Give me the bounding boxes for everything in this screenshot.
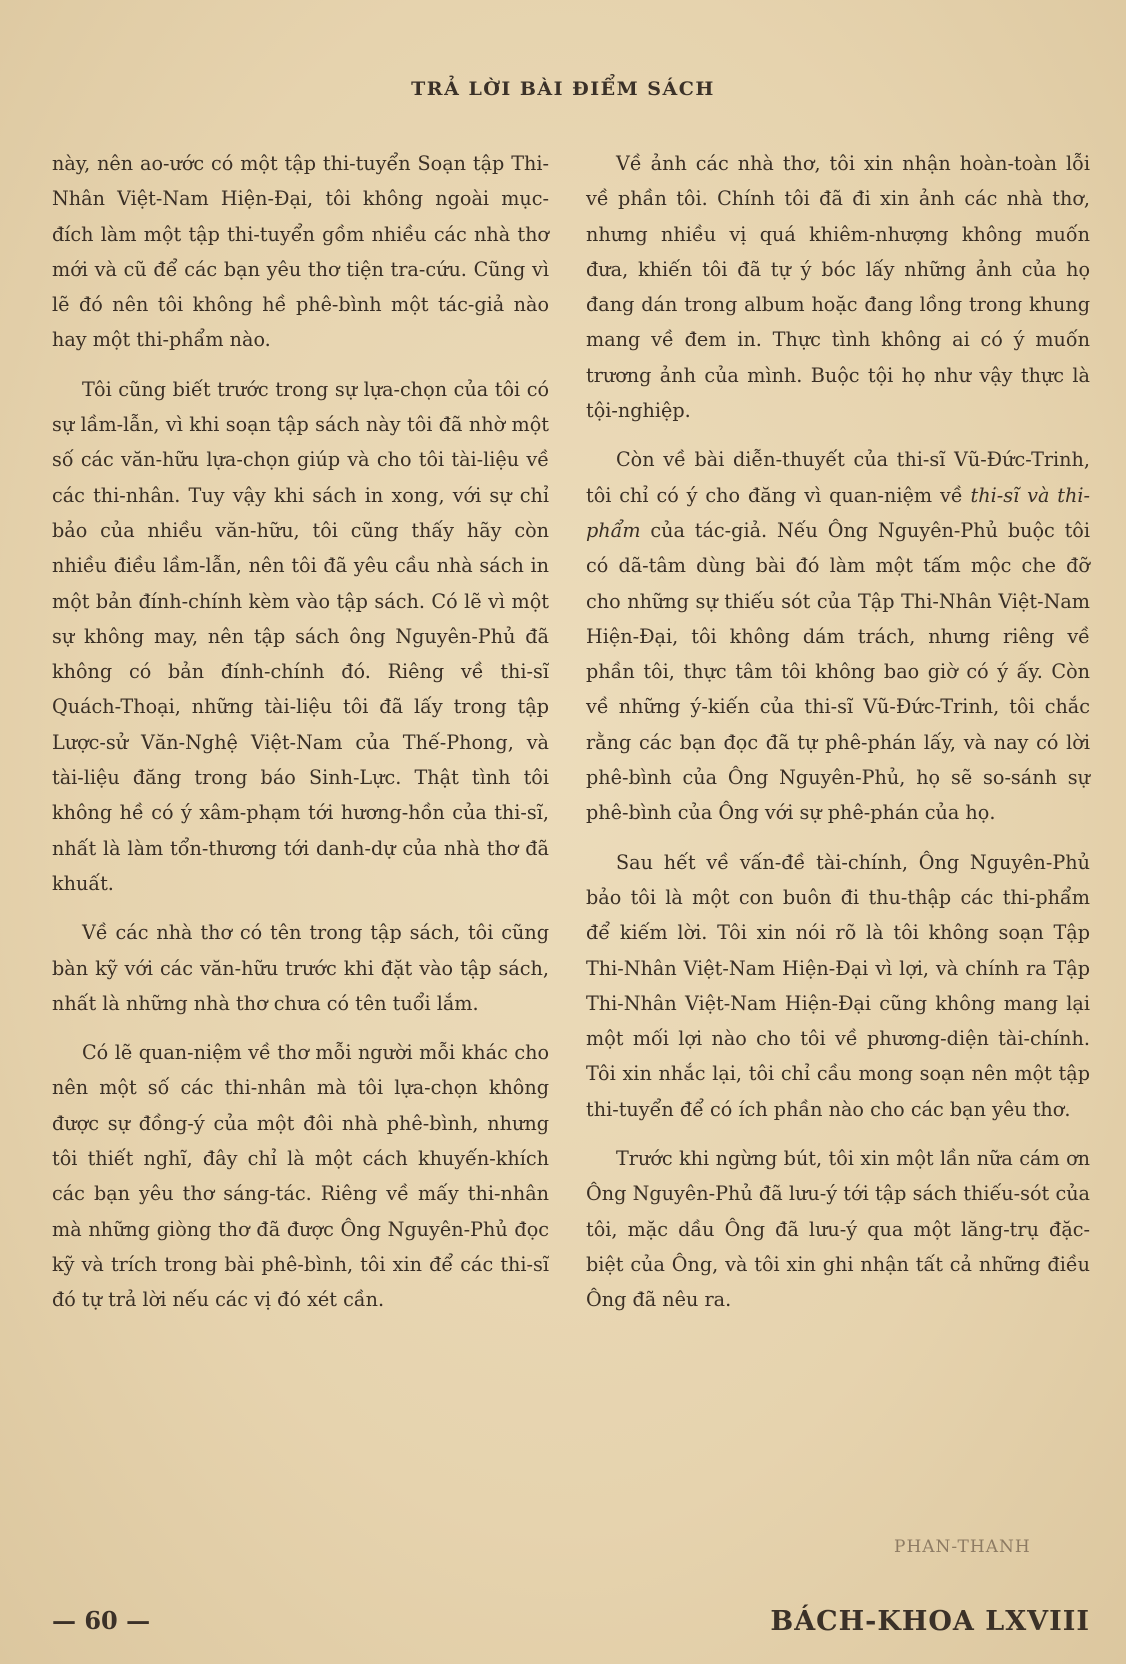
left-column bbox=[52, 146, 549, 1332]
paragraph: Sau hết về vấn-đề tài-chính, Ông Nguyên-Phủ bảo tôi là một con buôn đi thu-thập các thi-phẩm để kiếm lời. Tôi xin nói rõ là tôi không soạn Tập Thi-Nhân Việt-Nam Hiện-Đại vì lợi, và chính ra Tập Thi-Nhân Việt-Nam Hiện-Đại cũng không mang lại một mối lợi nào cho tôi về phương-diện tài-chính. Tôi xin nhắc lại, tôi chỉ cầu mong soạn nên một tập thi-tuyển để có ích phần nào cho các bạn yêu thơ. bbox=[586, 850, 1090, 1121]
running-title: TRẢ LỜI BÀI ĐIỂM SÁCH bbox=[411, 78, 715, 100]
paragraph: Có lẽ quan-niệm về thơ mỗi người mỗi khác cho nên một số các thi-nhân mà tôi lựa-chọn không được sự đồng-ý của một đôi nhà phê-bình, nhưng tôi thiết nghĩ, đây chỉ là một cách khuyến-khích các bạn yêu thơ sáng-tác. Riêng về mấy thi-nhân mà những giòng thơ đã được Ông Nguyên-Phủ đọc kỹ và trích trong bài phê-bình, tôi xin để các thi-sĩ đó tự trả lời nếu các vị đó xét cần. bbox=[52, 1041, 549, 1312]
text-run: Còn về bài diễn-thuyết của thi-sĩ Vũ-Đức-Trinh, tôi chỉ có ý cho đăng vì quan-niệm về bbox=[586, 448, 1090, 507]
page-number: — 60 — bbox=[52, 1606, 151, 1635]
paragraph: này, nên ao-ước có một tập thi-tuyển Soạn tập Thi-Nhân Việt-Nam Hiện-Đại, tôi không ngoài mục-đích làm một tập thi-tuyển gồm nhiều các nhà thơ mới và cũ để các bạn yêu thơ tiện tra-cứu. Cũng vì lẽ đó nên tôi không hề phê-bình một tác-giả nào hay một thi-phẩm nào. bbox=[52, 152, 549, 352]
right-column bbox=[586, 146, 1090, 1332]
paragraph: Tôi cũng biết trước trong sự lựa-chọn của tôi có sự lầm-lẫn, vì khi soạn tập sách này tôi đã nhờ một số các văn-hữu lựa-chọn giúp và cho tôi tài-liệu về các thi-nhân. Tuy vậy khi sách in xong, với sự chỉ bảo của nhiều văn-hữu, tôi cũng thấy hãy còn nhiều điều lầm-lẫn, nên tôi đã yêu cầu nhà sách in một bản đính-chính kèm vào tập sách. Có lẽ vì một sự không may, nên tập sách ông Nguyên-Phủ đã không có bản đính-chính đó. Riêng về thi-sĩ Quách-Thoại, những tài-liệu tôi đã lấy trong tập Lược-sử Văn-Nghệ Việt-Nam của Thế-Phong, và tài-liệu đăng trong báo Sinh-Lực. Thật tình tôi không hề có ý xâm-phạm tới hương-hồn của thi-sĩ, nhất là làm tổn-thương tới danh-dự của nhà thơ đã khuất. bbox=[52, 377, 549, 895]
paragraph: Trước khi ngừng bút, tôi xin một lần nữa cám ơn Ông Nguyên-Phủ đã lưu-ý tới tập sách thiếu-sót của tôi, mặc dầu Ông đã lưu-ý qua một lăng-trụ đặc-biệt của Ông, và tôi xin ghi nhận tất cả những điều Ông đã nêu ra. bbox=[586, 1147, 1090, 1312]
paragraph bbox=[586, 442, 1090, 830]
paragraph: Về ảnh các nhà thơ, tôi xin nhận hoàn-toàn lỗi về phần tôi. Chính tôi đã đi xin ảnh các nhà thơ, nhưng nhiều vị quá khiêm-nhượng không muốn đưa, khiến tôi đã tự ý bóc lấy những ảnh của họ đang dán trong album hoặc đang lồng trong khung mang về đem in. Thực tình không ai có ý muốn trương ảnh của mình. Buộc tội họ như vậy thực là tội-nghiệp. bbox=[586, 152, 1090, 423]
author-signature: PHAN-THANH bbox=[894, 1537, 1031, 1557]
text-run: của tác-giả. Nếu Ông Nguyên-Phủ buộc tôi có dã-tâm dùng bài đó làm một tấm mộc che đỡ cho những sự thiếu sót của Tập Thi-Nhân Việt-Nam Hiện-Đại, tôi không dám trách, nhưng riêng về phần tôi, thực tâm tôi không bao giờ có ý ấy. Còn về những ý-kiến của thi-sĩ Vũ-Đức-Trinh, tôi chắc rằng các bạn đọc đã tự phê-phán lấy, và nay có lời phê-bình của Ông Nguyên-Phủ, họ sẽ so-sánh sự phê-bình của Ông với sự phê-phán của họ. bbox=[586, 518, 1090, 825]
italic-term: thi-sĩ và thi-phẩm bbox=[586, 483, 1090, 542]
paragraph: Về các nhà thơ có tên trong tập sách, tôi cũng bàn kỹ với các văn-hữu trước khi đặt vào tập sách, nhất là những nhà thơ chưa có tên tuổi lắm. bbox=[52, 921, 549, 1015]
magazine-issue: BÁCH-KHOA LXVIII bbox=[770, 1606, 1090, 1637]
